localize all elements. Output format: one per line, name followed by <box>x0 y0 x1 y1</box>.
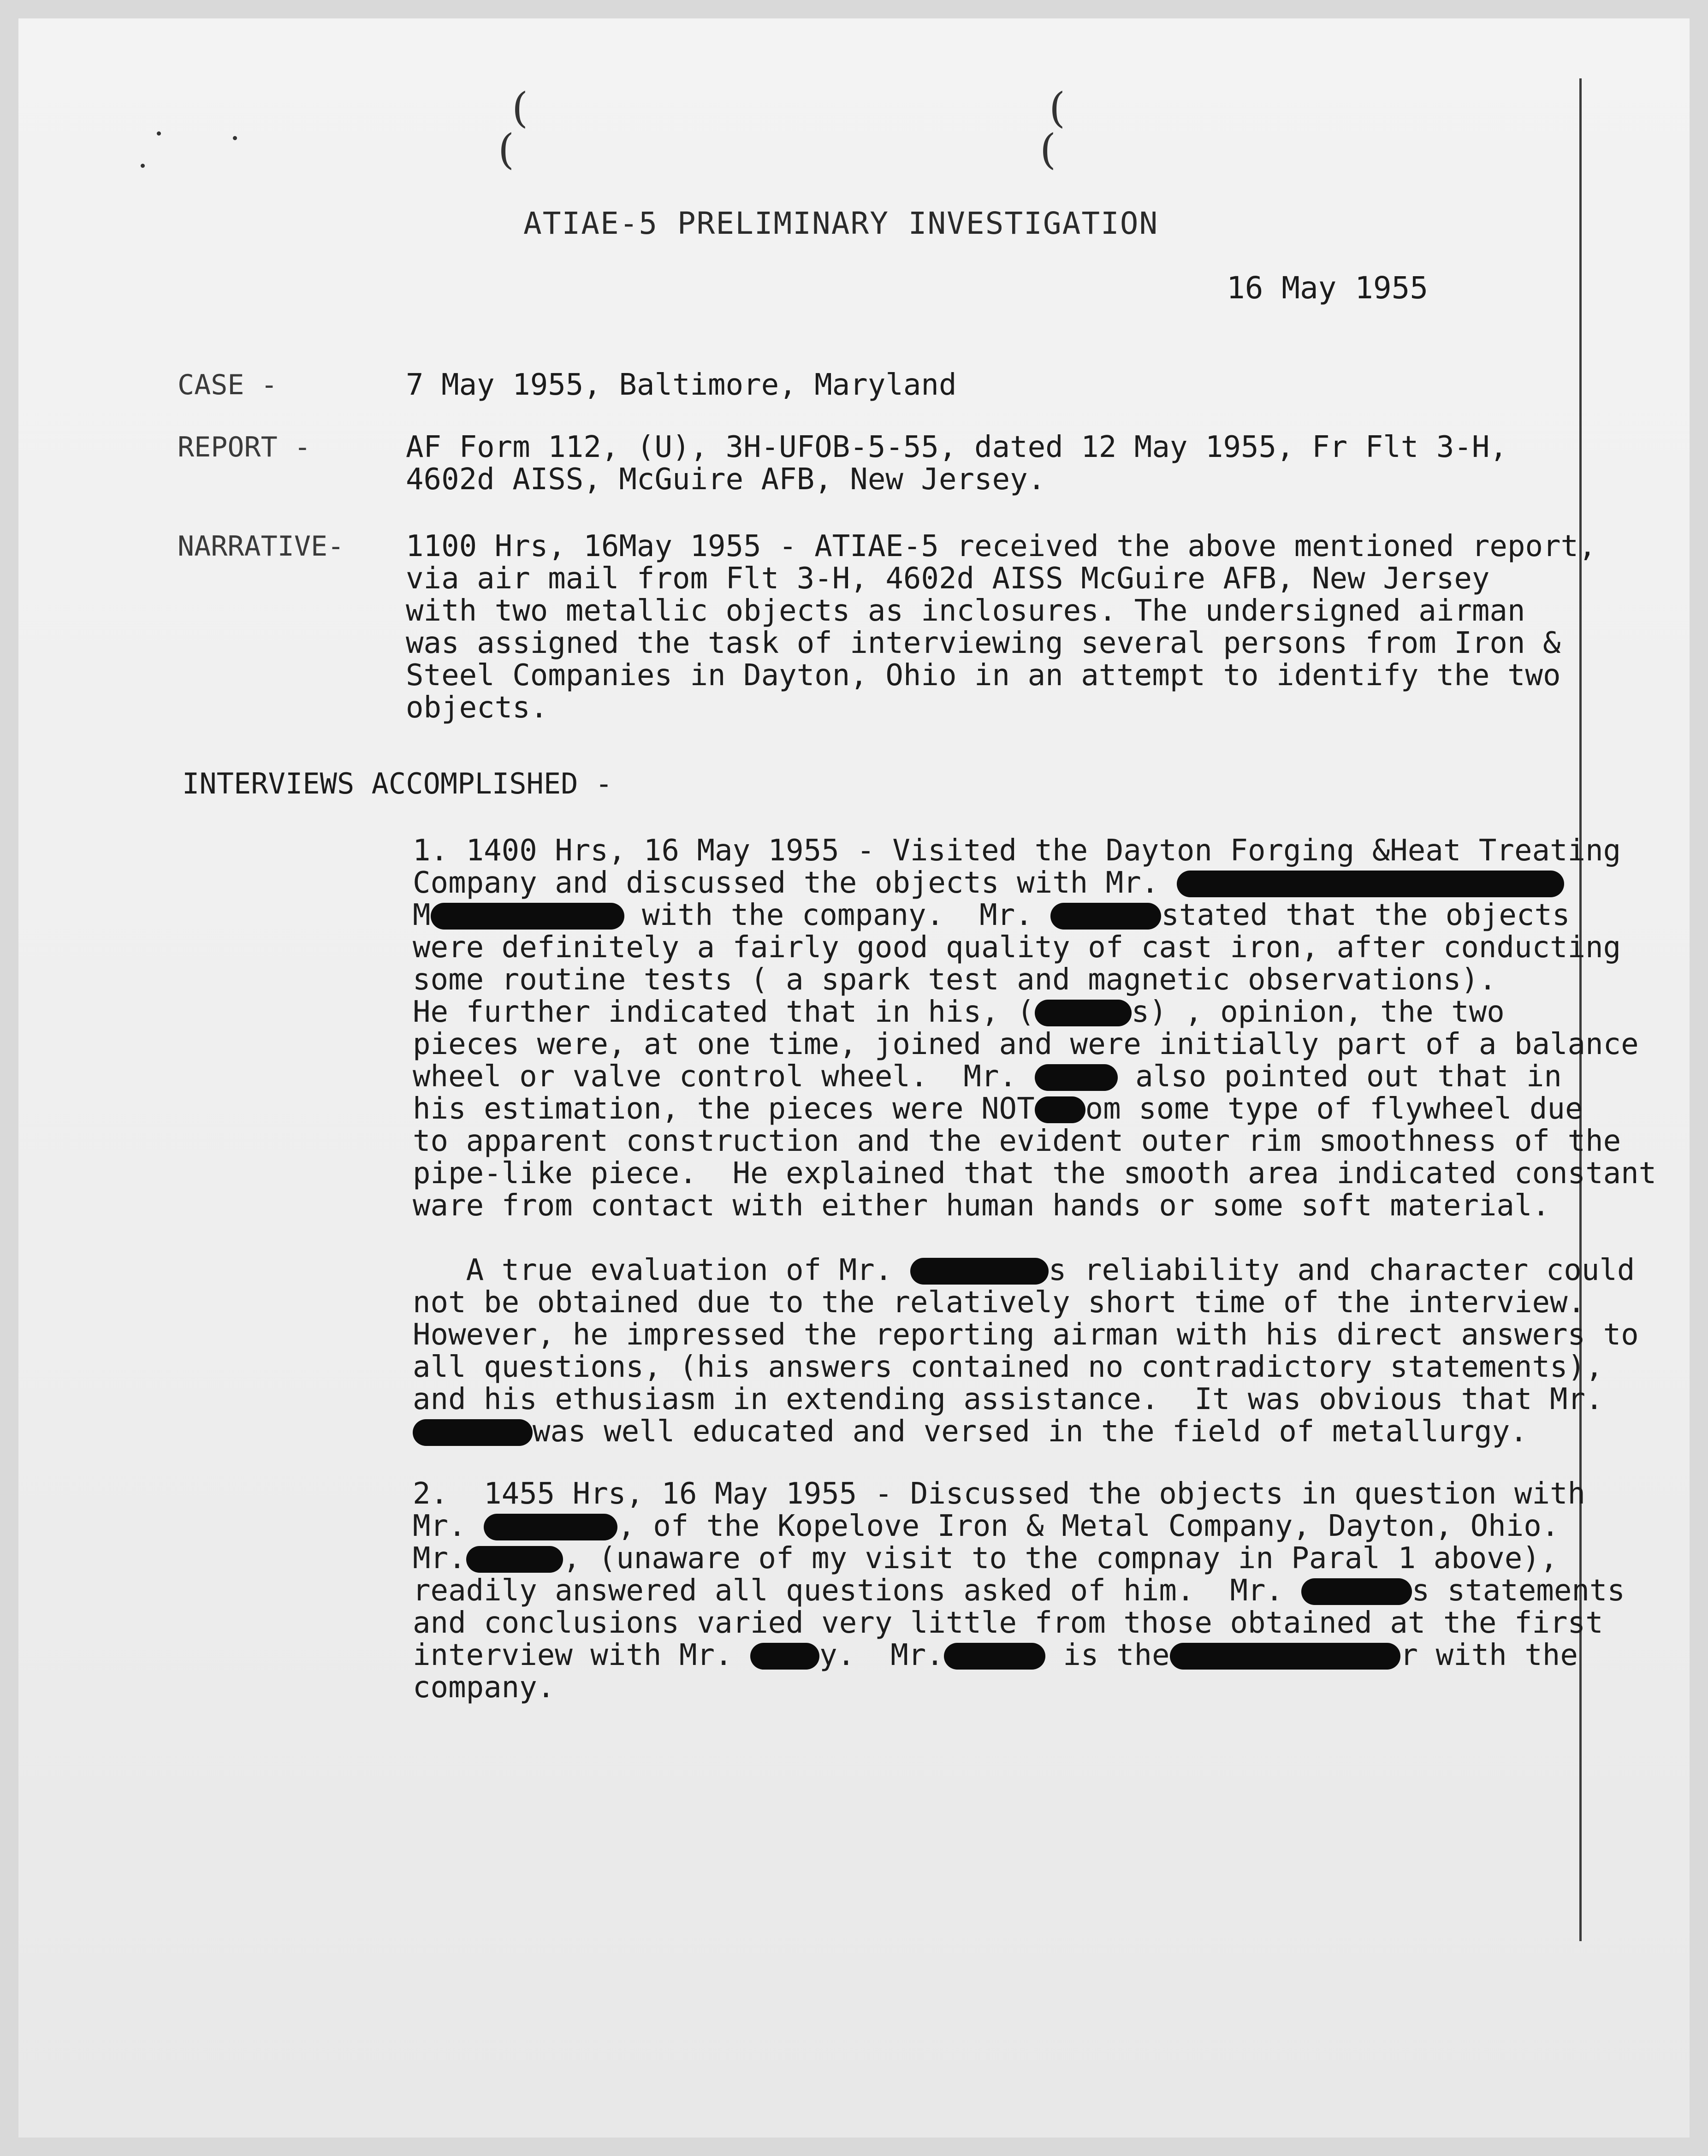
narrative-line: Steel Companies in Dayton, Ohio in an attempt to identify the two <box>406 658 1561 693</box>
paragraph-line <box>413 1060 1562 1093</box>
redaction-mark <box>1035 1000 1132 1026</box>
paragraph-line: some routine tests ( a spark test and magnetic observations). <box>413 963 1497 997</box>
report-label: REPORT - <box>178 431 311 463</box>
paragraph-line: not be obtained due to the relatively short time of the interview. <box>413 1285 1586 1320</box>
speck <box>157 131 161 136</box>
paragraph-line: pipe-like piece. He explained that the smooth area indicated constant <box>413 1156 1657 1191</box>
hole-mark: ( <box>512 84 528 132</box>
line-text: s reliability and character could <box>1048 1253 1635 1287</box>
line-text: r with the <box>1400 1638 1578 1672</box>
line-text: A true evaluation of Mr. <box>413 1253 893 1287</box>
paragraph-line <box>413 1639 1578 1671</box>
line-text: Company and discussed the objects with Mr. <box>413 866 1159 900</box>
line-text: He further indicated that in his, ( <box>413 995 1035 1029</box>
line-text: s statements <box>1411 1574 1625 1608</box>
paragraph-line: all questions, (his answers contained no contradictory statements), <box>413 1350 1603 1384</box>
line-text: stated that the objects <box>1161 898 1570 932</box>
paragraph-line <box>413 1575 1625 1607</box>
redaction-mark <box>910 1258 1049 1285</box>
paragraph-line <box>413 996 1505 1028</box>
paragraph-line: were definitely a fairly good quality of cast iron, after conducting <box>413 930 1621 965</box>
paragraph-line <box>413 1416 1528 1448</box>
line-text: M <box>413 898 431 932</box>
redaction-mark <box>484 1514 617 1540</box>
redaction-mark <box>1301 1578 1412 1605</box>
line-text: , of the Kopelove Iron & Metal Company, Dayton, Ohio. <box>617 1509 1560 1543</box>
redaction-mark <box>944 1643 1045 1670</box>
line-text: was well educated and versed in the field of metallurgy. <box>533 1415 1528 1449</box>
case-label: CASE - <box>178 369 278 401</box>
paragraph-line: and his ethusiasm in extending assistance. It was obvious that Mr. <box>413 1382 1603 1416</box>
line-text: y. Mr. <box>819 1638 944 1672</box>
paragraph-line <box>413 1510 1559 1542</box>
redaction-mark <box>1170 1643 1400 1670</box>
redaction-mark <box>1050 903 1161 930</box>
line-text: s) , opinion, the two <box>1131 995 1505 1029</box>
speck <box>233 136 237 140</box>
paragraph-line: pieces were, at one time, joined and were initially part of a balance <box>413 1027 1639 1061</box>
hole-mark: ( <box>1049 84 1066 132</box>
paragraph-line: 2. 1455 Hrs, 16 May 1955 - Discussed the objects in question with <box>413 1477 1586 1511</box>
case-value: 7 May 1955, Baltimore, Maryland <box>406 368 957 402</box>
report-line: 4602d AISS, McGuire AFB, New Jersey. <box>406 462 1046 497</box>
redaction-mark <box>413 1419 533 1446</box>
narrative-line: objects. <box>406 691 548 725</box>
hole-mark: ( <box>1040 125 1056 174</box>
line-text: his estimation, the pieces were NOT <box>413 1092 1035 1126</box>
redaction-mark <box>1177 871 1564 897</box>
paragraph-line <box>413 1542 1558 1575</box>
document-date: 16 May 1955 <box>1227 270 1429 306</box>
speck <box>141 164 145 168</box>
line-text: wheel or valve control wheel. Mr. <box>413 1060 1017 1094</box>
paragraph-line: to apparent construction and the evident outer rim smoothness of the <box>413 1124 1621 1158</box>
line-text: readily answered all questions asked of him. Mr. <box>413 1574 1284 1608</box>
paragraph-line: However, he impressed the reporting airman with his direct answers to <box>413 1318 1639 1352</box>
redaction-mark <box>1035 1064 1118 1091</box>
narrative-line: with two metallic objects as inclosures. The undersigned airman <box>406 594 1525 628</box>
line-text: Mr. <box>413 1509 466 1543</box>
narrative-line: 1100 Hrs, 16May 1955 - ATIAE-5 received the above mentioned report, <box>406 529 1596 563</box>
narrative-line: via air mail from Flt 3-H, 4602d AISS McGuire AFB, New Jersey <box>406 562 1490 596</box>
paragraph-line: and conclusions varied very little from those obtained at the first <box>413 1606 1603 1640</box>
paragraph-line: company. <box>413 1670 555 1705</box>
report-line: AF Form 112, (U), 3H-UFOB-5-55, dated 12 May 1955, Fr Flt 3-H, <box>406 430 1507 464</box>
hole-mark: ( <box>498 125 515 174</box>
line-text: interview with Mr. <box>413 1638 733 1672</box>
document-title: ATIAE-5 PRELIMINARY INVESTIGATION <box>523 206 1159 241</box>
paragraph-line <box>413 899 1570 931</box>
paragraph-line <box>413 1093 1583 1125</box>
line-text: om some type of flywheel due <box>1085 1092 1583 1126</box>
line-text: is the <box>1063 1638 1170 1672</box>
narrative-label: NARRATIVE- <box>178 530 344 563</box>
line-text: , (unaware of my visit to the compnay in Paral 1 above), <box>563 1541 1558 1576</box>
redaction-mark <box>431 903 624 930</box>
margin-rule <box>1579 78 1582 1941</box>
paragraph-line <box>413 867 1564 899</box>
redaction-mark <box>466 1546 563 1573</box>
line-text: with the company. Mr. <box>642 898 1033 932</box>
paragraph-line: ware from contact with either human hands or some soft material. <box>413 1189 1550 1223</box>
paragraph-line <box>413 1254 1635 1286</box>
redaction-mark <box>1035 1096 1085 1123</box>
line-text: Mr. <box>413 1541 466 1576</box>
paragraph-line: 1. 1400 Hrs, 16 May 1955 - Visited the Dayton Forging &Heat Treating <box>413 834 1621 868</box>
narrative-line: was assigned the task of interviewing several persons from Iron & <box>406 626 1561 660</box>
line-text: also pointed out that in <box>1135 1060 1562 1094</box>
redaction-mark <box>750 1643 819 1670</box>
interviews-heading: INTERVIEWS ACCOMPLISHED - <box>182 767 613 800</box>
